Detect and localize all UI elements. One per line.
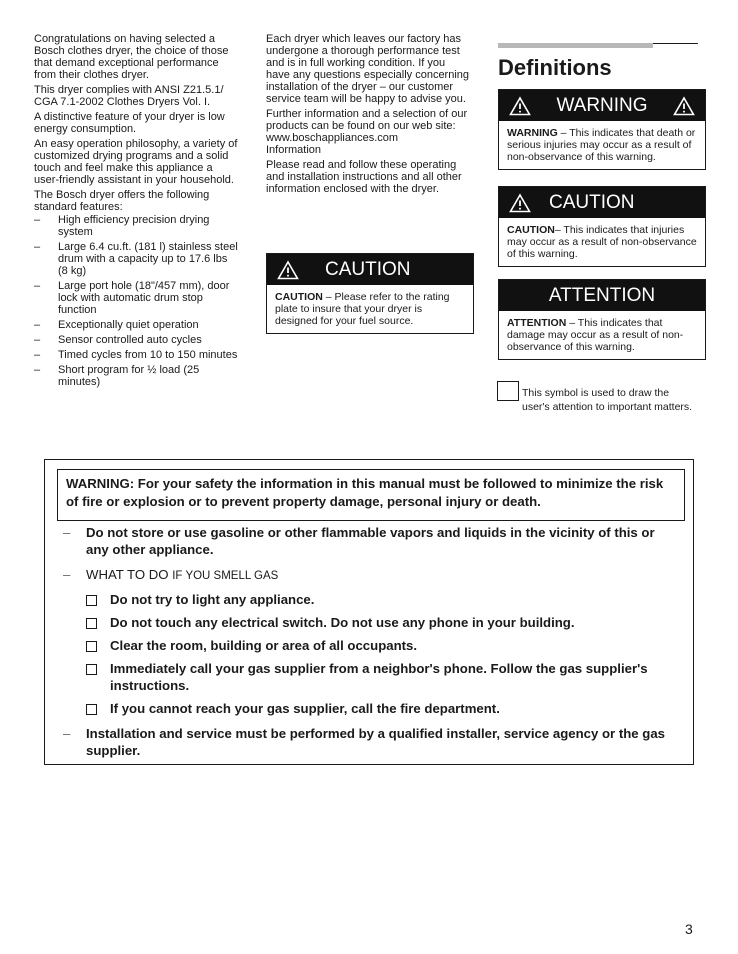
checkbox-bullet-icon bbox=[86, 641, 97, 652]
list-item: – Large 6.4 cu.ft. (181 l) stainless steel drum with a capacity up to 17.6 lbs (8 kg) bbox=[34, 241, 240, 277]
read-instructions-paragraph: Please read and follow these operating and installation instructions and all other information enclosed with the dryer. bbox=[266, 159, 462, 195]
what-to-do-label: WHAT TO DO bbox=[86, 567, 169, 582]
website-paragraph: Further information and a selection of our products can be found on our web site: bbox=[266, 108, 468, 132]
definitions-title: Definitions bbox=[498, 55, 612, 80]
caution-text: – This indicates that injuries may occur as a result of non-observance of this warning. bbox=[507, 224, 697, 260]
checkbox-bullet-icon bbox=[86, 595, 97, 606]
list-item: – High efficiency precision drying system bbox=[34, 214, 240, 238]
safety-warning-box: WARNING: For your safety the information in this manual must be followed to minimize the risk of fire or explosion or to prevent property damage, personal injury or death. bbox=[57, 469, 685, 521]
factory-test-paragraph: Each dryer which leaves our factory has undergone a thorough performance test and is in full working condition. If you have any questions especially concerning installation of the dryer – our customer service team will be happy to advise you. bbox=[266, 33, 470, 105]
checkbox-bullet-icon bbox=[86, 618, 97, 629]
warning-triangle-icon bbox=[673, 96, 695, 116]
warning-triangle-icon bbox=[277, 260, 299, 280]
list-item bbox=[86, 591, 679, 608]
caution-header bbox=[499, 187, 705, 218]
list-item bbox=[86, 637, 679, 654]
gas-steps-list bbox=[86, 591, 679, 717]
attention-text: – This indicates that damage may occur as a result of non-observance of this warning. bbox=[507, 317, 684, 353]
caution-definition-box bbox=[498, 186, 706, 267]
information-heading: Information bbox=[266, 144, 322, 156]
website-url: www.boschappliances.com bbox=[266, 132, 399, 144]
caution-text: – Please refer to the rating plate to insure that your dryer is designed for your fuel source. bbox=[275, 291, 450, 327]
gas-step-text: If you cannot reach your gas supplier, call the fire department. bbox=[110, 701, 500, 716]
attention-body bbox=[499, 311, 705, 359]
warning-term: WARNING bbox=[507, 127, 558, 139]
flammable-warning: Do not store or use gasoline or other flammable vapors and liquids in the vicinity of this or any other appliance. bbox=[86, 525, 655, 557]
list-item bbox=[63, 725, 679, 759]
gas-step-text: Do not try to light any appliance. bbox=[110, 592, 315, 607]
if-smell-gas-label: IF YOU SMELL GAS bbox=[172, 570, 279, 582]
list-item: – Short program for ½ load (25 minutes) bbox=[34, 364, 240, 388]
dash-marker: – bbox=[63, 726, 71, 741]
caution-label: CAUTION bbox=[549, 191, 635, 213]
warning-triangle-icon bbox=[509, 193, 531, 213]
attention-term: ATTENTION bbox=[507, 317, 567, 329]
compliance-paragraph: This dryer complies with ANSI Z21.5.1/ CGA 7.1-2002 Clothes Dryers Vol. I. bbox=[34, 84, 224, 108]
caution-header bbox=[267, 254, 473, 285]
intro-column bbox=[34, 33, 240, 391]
list-item: – Sensor controlled auto cycles bbox=[34, 334, 240, 346]
warning-text: – This indicates that death or serious injuries may occur as a result of non-observance of this warning. bbox=[507, 127, 696, 163]
features-intro: The Bosch dryer offers the following standard features: bbox=[34, 189, 210, 213]
intro-paragraph: Congratulations on having selected a Bosch clothes dryer, the choice of those that demand exceptional performance from their clothes dryer. bbox=[34, 33, 229, 81]
caution-term: CAUTION bbox=[507, 224, 555, 236]
list-item bbox=[86, 660, 679, 694]
checkbox-bullet-icon bbox=[86, 704, 97, 715]
gas-step-text: Do not touch any electrical switch. Do not use any phone in your building. bbox=[110, 615, 575, 630]
dash-marker: – bbox=[63, 525, 71, 540]
features-list bbox=[34, 214, 240, 388]
checkbox-bullet-icon bbox=[86, 664, 97, 675]
gas-step-text: Clear the room, building or area of all occupants. bbox=[110, 638, 418, 653]
info-column bbox=[266, 33, 472, 198]
caution-term: CAUTION bbox=[275, 291, 323, 303]
caution-body bbox=[499, 218, 705, 266]
list-item bbox=[63, 566, 679, 717]
fuel-caution-box bbox=[266, 253, 474, 334]
definitions-accent-bar bbox=[498, 43, 653, 48]
attention-label: ATTENTION bbox=[548, 284, 656, 306]
warning-triangle-icon bbox=[509, 96, 531, 116]
attention-symbol-icon bbox=[497, 381, 519, 401]
page-number: 3 bbox=[685, 921, 693, 937]
list-item bbox=[86, 700, 679, 717]
energy-paragraph: A distinctive feature of your dryer is low energy consumption. bbox=[34, 111, 225, 135]
list-item: – Exceptionally quiet operation bbox=[34, 319, 240, 331]
gas-step-text: Immediately call your gas supplier from a neighbor's phone. Follow the gas supplier's instructions. bbox=[110, 661, 648, 693]
symbol-description: This symbol is used to draw the user's attention to important matters. bbox=[522, 387, 693, 413]
installation-warning: Installation and service must be performed by a qualified installer, service agency or the gas supplier. bbox=[86, 726, 665, 758]
operation-paragraph: An easy operation philosophy, a variety of customized drying programs and a solid touch and feel make this appliance a user-friendly assistant in your household. bbox=[34, 138, 238, 186]
warning-label: WARNING bbox=[556, 94, 648, 116]
list-item bbox=[63, 524, 679, 558]
caution-label: CAUTION bbox=[325, 258, 411, 280]
caution-body bbox=[267, 285, 473, 333]
attention-definition-box bbox=[498, 279, 706, 360]
list-item: – Large port hole (18"/457 mm), door lock with automatic drum stop function bbox=[34, 280, 240, 316]
dash-marker: – bbox=[63, 567, 71, 582]
list-item bbox=[86, 614, 679, 631]
warning-body bbox=[499, 121, 705, 169]
attention-header bbox=[499, 280, 705, 311]
list-item: – Timed cycles from 10 to 150 minutes bbox=[34, 349, 240, 361]
safety-list bbox=[63, 524, 679, 767]
warning-definition-box bbox=[498, 89, 706, 170]
warning-header bbox=[499, 90, 705, 121]
